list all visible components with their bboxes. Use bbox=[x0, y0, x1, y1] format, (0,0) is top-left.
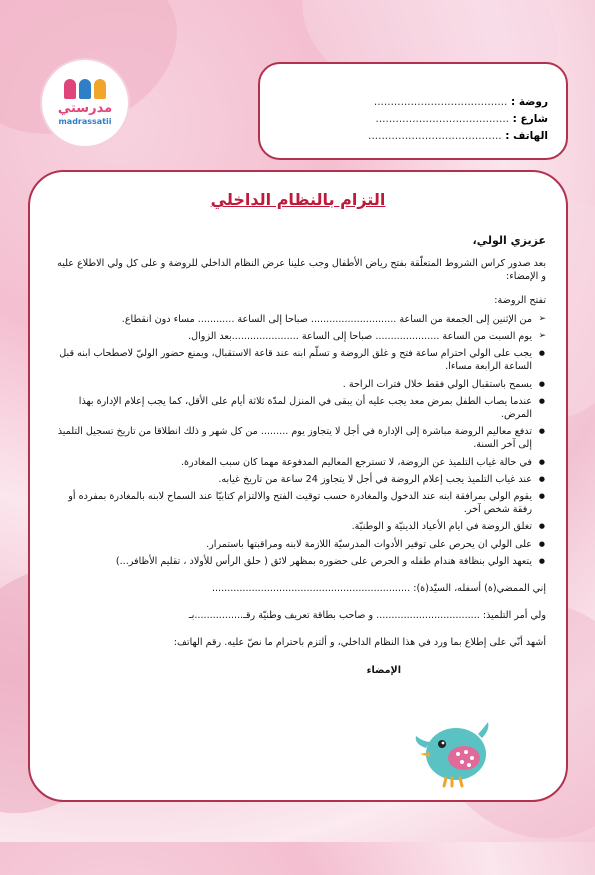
rule-item: ● عندما يصاب الطفل بمرض معد يجب عليه أن يبقى في المنزل لمدّة ثلاثة أيام على الأقل، كما يجب إعلام الإدارة بهذا المرض. bbox=[50, 395, 532, 421]
acknowledgement-line[interactable]: أشهد أنّي على إطلاع بما ورد في هذا النظام الداخلي، و ألتزم باحترام ما نصّ عليه. رقم الهاتف: bbox=[173, 637, 546, 649]
rule-item: ● تغلق الروضة في ايام الأعياد الدينيّة و الوطنيّة. bbox=[50, 520, 532, 533]
signature-block bbox=[50, 582, 546, 677]
info-label: الهاتف : bbox=[505, 130, 548, 142]
rule-weekday-hours: ➢ من الإثنين إلى الجمعة من الساعة ............................ صباحا إلى الساعة ............ مساء دون انقطاع. bbox=[50, 313, 532, 326]
guardian-id-line[interactable]: ولي أمر التلميذ: .................................. و صاحب بطاقة تعريف وطنيّة رقـ................بـ bbox=[188, 610, 546, 622]
opening-hours-heading: تفتح الروضة: bbox=[494, 294, 546, 306]
logo-figure bbox=[79, 79, 91, 99]
rule-item: ● على الولي ان يحرص على توفير الأدوات المدرسيّة اللازمة لابنه ومراقبتها باستمرار. bbox=[50, 538, 532, 551]
rule-item: ● عند غياب التلميذ يجب إعلام الروضة في أجل لا يتجاوز 24 ساعة من تاريخ غيابه. bbox=[50, 473, 532, 486]
school-info-box bbox=[258, 62, 568, 160]
greeting: عزيزي الولي، bbox=[472, 234, 546, 247]
logo-figure bbox=[94, 79, 106, 99]
logo-figures-icon bbox=[64, 79, 106, 99]
info-fill-line[interactable]: ........................................ bbox=[373, 96, 508, 108]
rule-item: ● يسمح باستقبال الولي فقط خلال فترات الراحة . bbox=[50, 378, 532, 391]
logo-arabic-text: مدرستي bbox=[57, 101, 113, 116]
rule-saturday-hours: ➢ يوم السبت من الساعة ..................... صباحا إلى الساعة ......................بعد الزوال. bbox=[50, 330, 532, 343]
madrassati-logo bbox=[40, 58, 130, 148]
rule-item: ● في حالة غياب التلميذ عن الروضة، لا تسترجع المعاليم المدفوعة مهما كان سبب المغادرة. bbox=[50, 456, 532, 469]
page-title: التزام بالنظام الداخلي bbox=[210, 190, 386, 209]
info-row-phone bbox=[260, 128, 548, 145]
signer-name-line[interactable]: إني الممضي(ة) أسفله، السيّد(ة): ................................................................. bbox=[211, 583, 546, 595]
info-fill-line[interactable]: ........................................ bbox=[368, 130, 502, 142]
info-row-street bbox=[260, 111, 548, 128]
info-fill-line[interactable]: ........................................ bbox=[375, 113, 509, 125]
bird-icon bbox=[412, 708, 492, 790]
rule-item: ● يتعهد الولي بنظافة هندام طفله و الحرص على حضوره بمظهر لائق ( حلق الرأس للأولاد ، تقليم الأظافر...) bbox=[50, 555, 532, 568]
info-row-kindergarten bbox=[260, 94, 548, 111]
rules-content bbox=[50, 234, 546, 677]
info-label: شارع : bbox=[512, 113, 548, 125]
info-label: روضة : bbox=[511, 96, 548, 108]
rule-item: ● يقوم الولي بمرافقة ابنه عند الدخول والمغادرة حسب توقيت الفتح والالتزام كتابيّا عند السماح لابنه بالمغادرة بمفرده أو رفقة شخص آخر. bbox=[50, 490, 532, 516]
rule-item: ● تدفع معاليم الروضة مباشرة إلى الإدارة في أجل لا يتجاوز يوم ......... من كل شهر و ذلك انطلاقا من تاريخ تسجيل التلميذ إلى آخر السنة. bbox=[50, 425, 532, 451]
intro-paragraph: بعد صدور كراس الشروط المتعلّقة بفتح رياض الأطفال وجب علينا عرض النظام الداخلي للروضة و على كل ولي الاطلاع عليه و الإمضاء: bbox=[57, 258, 546, 283]
rules-list bbox=[50, 313, 546, 568]
logo-figure bbox=[64, 79, 76, 99]
signature-label: الإمضاء bbox=[366, 664, 401, 676]
rule-item: ● يجب على الولي احترام ساعة فتح و غلق الروضة و تسلّم ابنه عند قاعة الاستقبال، ويمنع حضور الوليّ لاصطحاب ابنه قبل الساعة الرابعة مساءا. bbox=[50, 347, 532, 373]
logo-latin-text: madrassatii bbox=[58, 117, 112, 126]
